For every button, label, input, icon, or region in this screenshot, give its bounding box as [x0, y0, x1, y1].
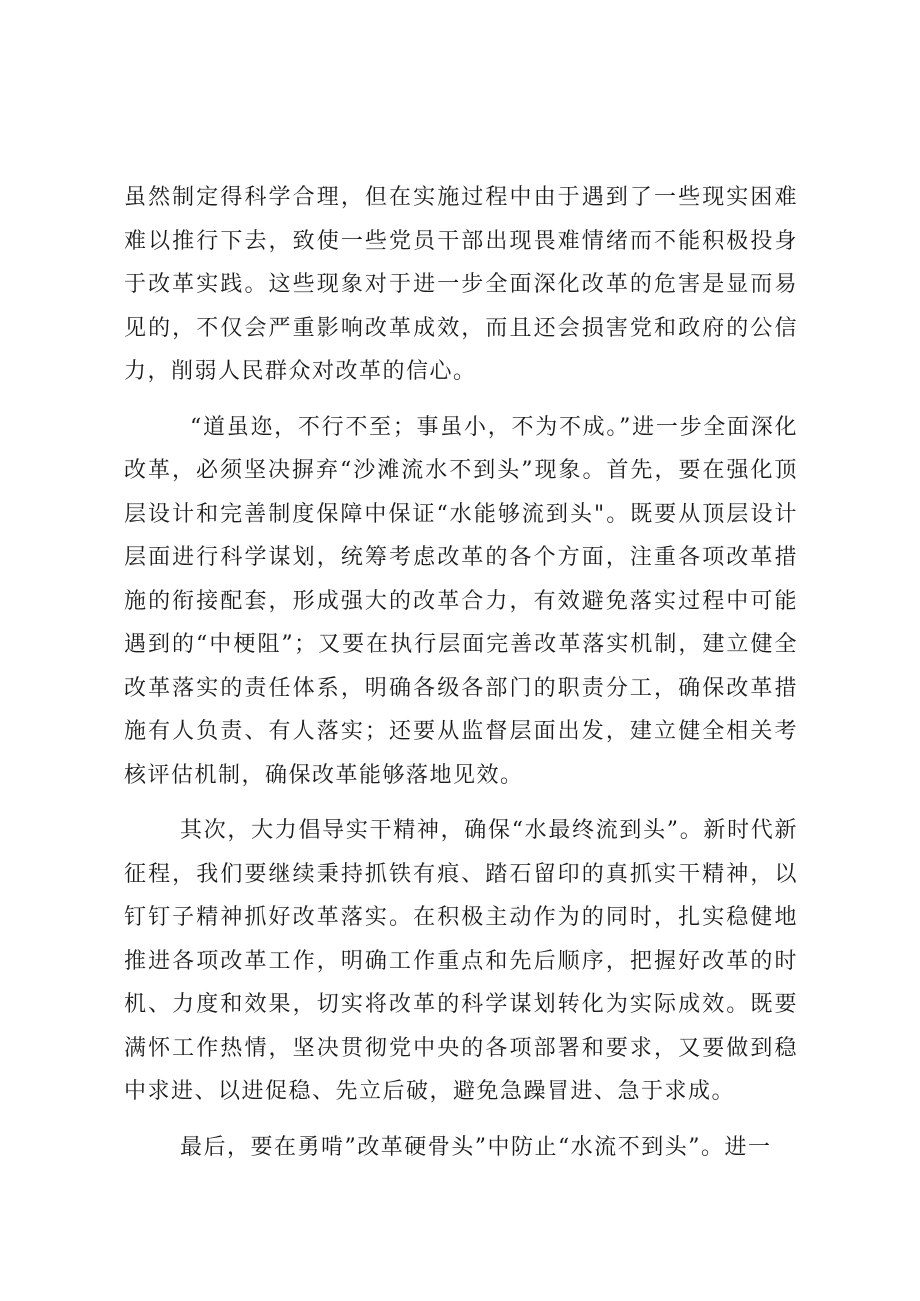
document-body — [124, 176, 798, 1181]
paragraph-3: 其次，大力倡导实干精神，确保“水最终流到头”。新时代新征程，我们要继续秉持抓铁有痕、踏石留印的真抓实干精神，以钉钉子精神抓好改革落实。在积极主动作为的同时，扎实稳健地推进各项改革工作，明确工作重点和先后顺序，把握好改革的时机、力度和效果，切实将改革的科学谋划转化为实际成效。既要满怀工作热情，坚决贯彻党中央的各项部署和要求，又要做到稳中求进、以进促稳、先立后破，避免急躁冒进、急于求成。 — [124, 818, 798, 1104]
paragraph-2: “道虽迩，不行不至；事虽小，不为不成。”进一步全面深化改革，必须坚决摒弃“沙滩流水不到头”现象。首先，要在强化顶层设计和完善制度保障中保证“水能够流到头"。既要从顶层设计层面进行科学谋划，统筹考虑改革的各个方面，注重各项改革措施的衔接配套，形成强大的改革合力，有效避免落实过程中可能遇到的“中梗阻”；又要在执行层面完善改革落实机制，建立健全改革落实的责任体系，明确各级各部门的职责分工，确保改革措施有人负责、有人落实；还要从监督层面出发，建立健全相关考核评估机制，确保改革能够落地见效。 — [124, 414, 798, 788]
paragraph-1: 虽然制定得科学合理，但在实施过程中由于遇到了一些现实困难难以推行下去，致使一些党员干部出现畏难情绪而不能积极投身于改革实践。这些现象对于进一步全面深化改革的危害是显而易见的，不仅会严重影响改革成效，而且还会损害党和政府的公信力，削弱人民群众对改革的信心。 — [124, 185, 798, 384]
paragraph-4: 最后，要在勇啃”改革硬骨头”中防止“水流不到头”。进一 — [180, 1134, 772, 1160]
